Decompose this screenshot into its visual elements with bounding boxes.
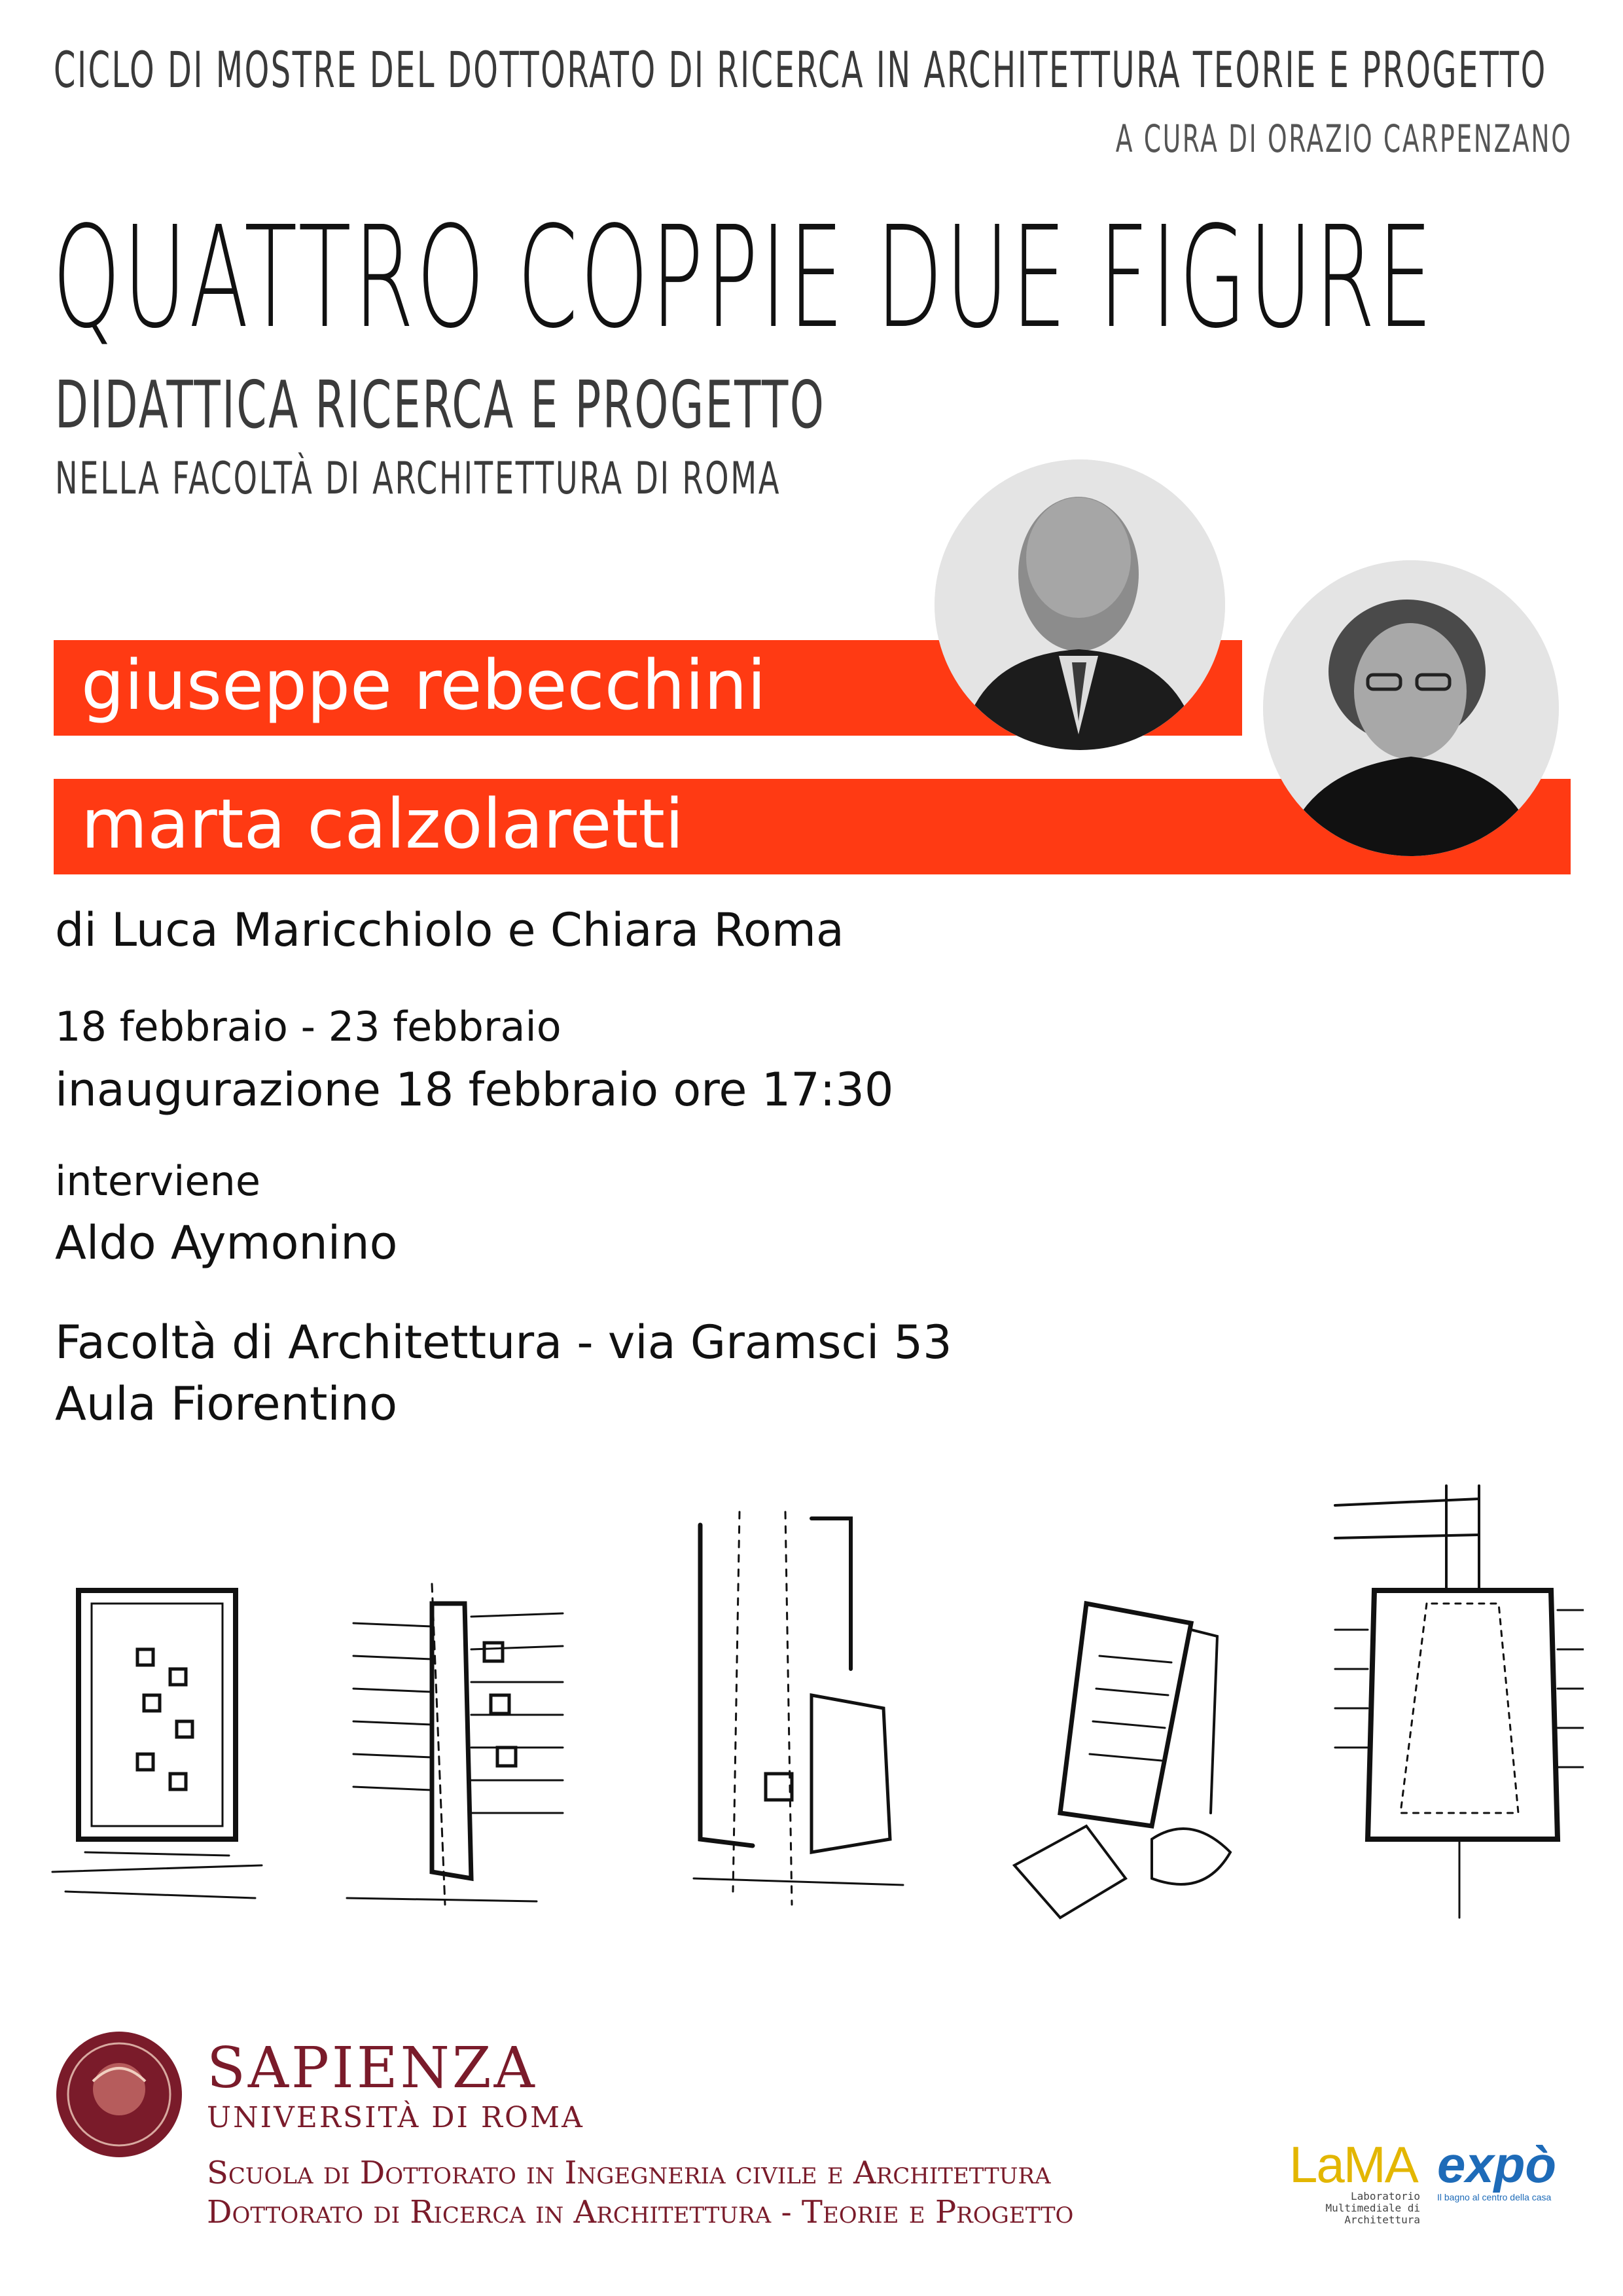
speaker-name: Aldo Aymonino (55, 1216, 398, 1270)
subtitle-primary: DIDATTICA RICERCA E PROGETTO (55, 367, 826, 443)
venue-address: Facoltà di Architettura - via Gramsci 53 (55, 1316, 952, 1369)
venue-room: Aula Fiorentino (55, 1377, 398, 1431)
exhibition-dates: 18 febbraio - 23 febbraio (55, 1003, 562, 1050)
plan-sketches-illustration (39, 1473, 1584, 1931)
portrait-first (935, 459, 1225, 750)
doctoral-school-line: Scuola di Dottorato in Ingegneria civile e Architettura (207, 2155, 1051, 2191)
series-heading: CICLO DI MOSTRE DEL DOTTORATO DI RICERCA IN ARCHITETTURA TEORIE E PROGETTO (54, 41, 1547, 99)
lama-logo (1289, 2135, 1420, 2226)
lama-logo-caption: Laboratorio Multimediale di Architettura (1325, 2190, 1420, 2226)
university-subtitle: UNIVERSITÀ DI ROMA (207, 2101, 584, 2134)
portrait-second (1263, 560, 1559, 856)
doctoral-program-line: Dottorato di Ricerca in Architettura - Teorie e Progetto (207, 2194, 1074, 2231)
figure-name-second: marta calzolaretti (81, 784, 684, 864)
expo-logo-mark: expò (1437, 2136, 1557, 2193)
plan-sketch-1 (52, 1590, 262, 1898)
exhibition-title: QUATTRO COPPIE DUE FIGURE (52, 196, 1435, 359)
lama-logo-mark: LaMA (1289, 2136, 1418, 2193)
curator-line: A CURA DI ORAZIO CARPENZANO (1115, 117, 1572, 161)
plan-sketch-5 (1335, 1486, 1584, 1918)
plan-sketch-2 (347, 1584, 563, 1905)
university-seal-logo (54, 2029, 185, 2160)
expo-tagline: Il bagno al centro della casa (1437, 2192, 1552, 2202)
authors-line: di Luca Maricchiolo e Chiara Roma (55, 903, 844, 957)
subtitle-secondary: NELLA FACOLTÀ DI ARCHITETTURA DI ROMA (55, 453, 781, 505)
university-name: SAPIENZA (207, 2036, 537, 2101)
speaker-label: interviene (55, 1157, 260, 1205)
expo-logo (1437, 2135, 1556, 2202)
plan-sketch-4 (1014, 1604, 1230, 1918)
figure-name-first: giuseppe rebecchini (81, 645, 766, 725)
plan-sketch-3 (694, 1512, 903, 1905)
opening-line: inaugurazione 18 febbraio ore 17:30 (55, 1063, 894, 1117)
